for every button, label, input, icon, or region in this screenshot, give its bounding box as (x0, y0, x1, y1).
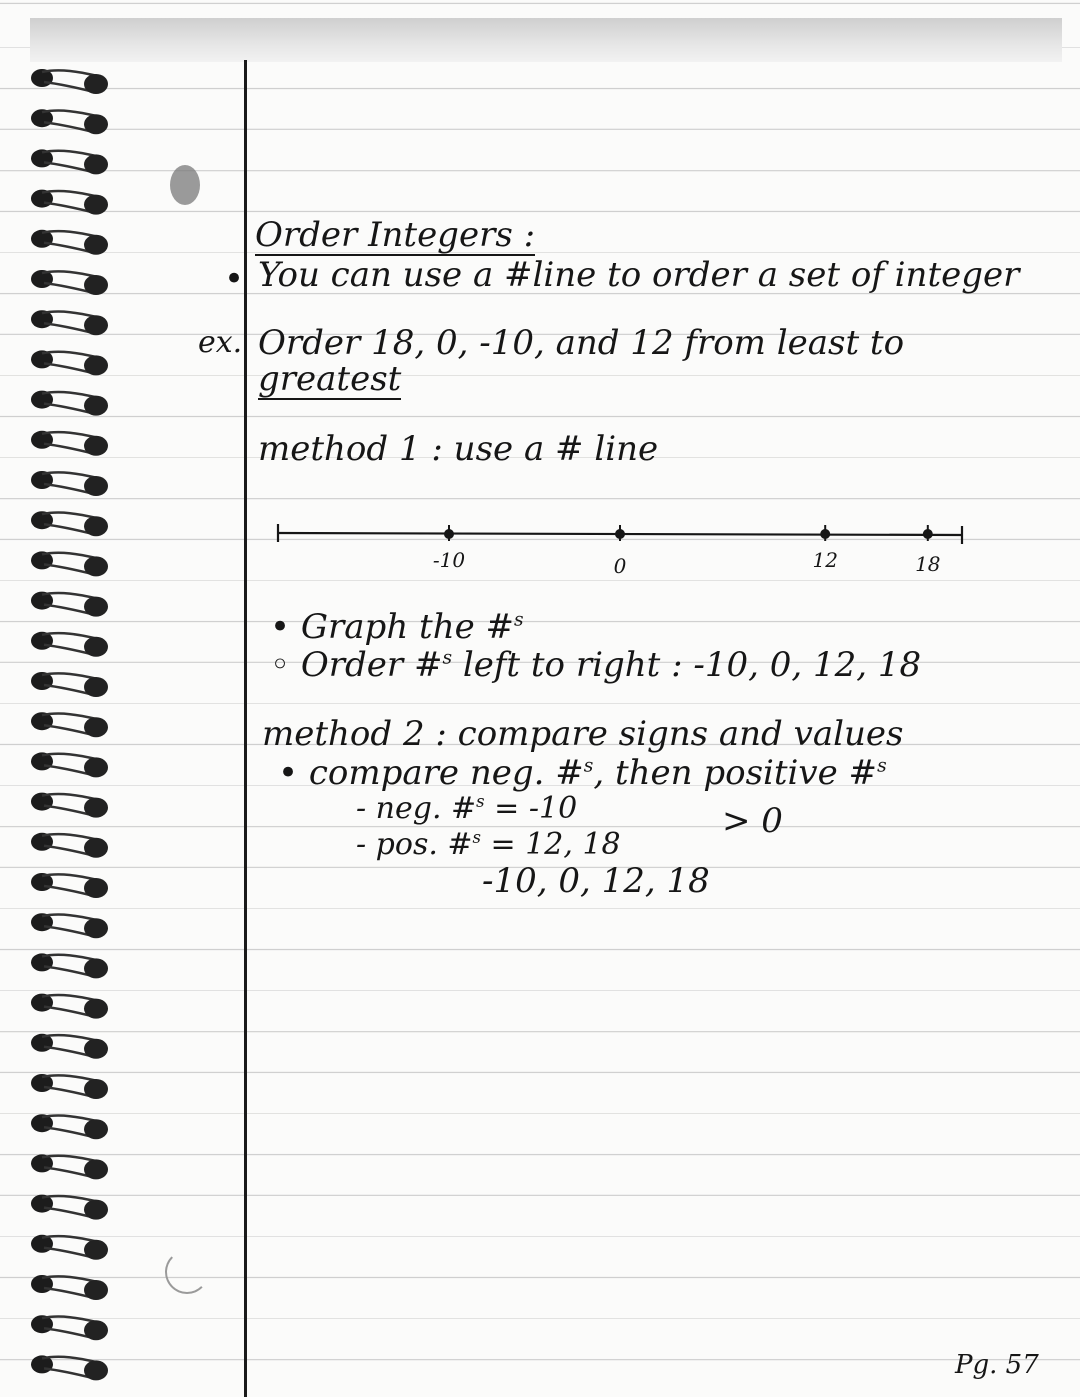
spiral-coil (31, 551, 108, 576)
spiral-coil (31, 793, 108, 818)
example-label: ex. (198, 325, 243, 360)
number-line-point (820, 529, 830, 539)
spiral-coil (31, 431, 108, 456)
spiral-binding (0, 40, 130, 1397)
ring-mark (165, 1250, 209, 1294)
spiral-coil (31, 953, 108, 978)
spiral-coil (31, 1355, 108, 1380)
method-2-bullet-sup: s (583, 755, 594, 777)
number-line-point (444, 529, 454, 539)
number-line-point (923, 529, 933, 539)
margin-line (244, 60, 247, 1397)
spiral-coils (0, 40, 130, 1397)
spiral-coil (31, 310, 108, 335)
spiral-coil (31, 109, 108, 134)
spiral-coil (31, 1154, 108, 1179)
method-1-title: method 1 : use a # line (258, 429, 659, 469)
number-line-label: 12 (812, 548, 838, 572)
neg-sup: s (476, 792, 485, 811)
neg-pre: - neg. # (356, 791, 477, 826)
spiral-coil (31, 833, 108, 858)
method-2-bullet-sup-2: s (877, 755, 887, 777)
method-1-step-1: • Graph the #$^s$ (270, 607, 524, 647)
number-line (260, 505, 980, 595)
number-line-label: 0 (613, 554, 627, 578)
spiral-coil (31, 913, 108, 938)
spiral-coil (31, 1195, 108, 1220)
scan-edge (30, 18, 1062, 62)
pos-sup: s (472, 828, 482, 847)
method-2-bullet-pre: compare neg. # (308, 753, 584, 793)
spiral-coil (31, 69, 108, 94)
example-line-2: greatest (258, 359, 402, 399)
spiral-coil (31, 391, 108, 416)
neg-post: = -10 (484, 791, 578, 826)
bullet-marker: • (224, 259, 245, 299)
spiral-coil (31, 1235, 108, 1260)
bullet-statement: You can use a #line to order a set of integer (258, 255, 1020, 295)
spiral-coil (31, 471, 108, 496)
spiral-coil (31, 1074, 108, 1099)
spiral-coil (31, 873, 108, 898)
step-2-sup: s (442, 647, 453, 669)
method-1-step-2: ◦ Order #$^s$ left to right : -10, 0, 12, 18 (270, 645, 922, 685)
spiral-coil (31, 270, 108, 295)
step-1-text: Graph the # (300, 607, 515, 647)
zero-note: > 0 (722, 801, 783, 841)
step-1-sup: s (514, 609, 524, 631)
spiral-coil (31, 994, 108, 1019)
positive-numbers (356, 827, 621, 862)
method-2-bullet: • compare neg. #$^s$, then positive #$^s$ (278, 753, 887, 793)
page-number: Pg. 57 (955, 1350, 1039, 1380)
method-2-bullet-mid: , then positive # (593, 753, 878, 793)
spiral-coil (31, 350, 108, 375)
spiral-coil (31, 511, 108, 536)
spiral-coil (31, 1275, 108, 1300)
spiral-coil (31, 752, 108, 777)
negative-numbers (356, 791, 578, 826)
spiral-coil (31, 1315, 108, 1340)
number-line-label: 18 (915, 552, 941, 576)
spiral-coil (31, 712, 108, 737)
spiral-coil (31, 230, 108, 255)
number-line-label: -10 (432, 548, 466, 572)
spiral-coil (31, 1114, 108, 1139)
spiral-coil (31, 1034, 108, 1059)
pos-post: = 12, 18 (481, 827, 621, 862)
method-2-title: method 2 : compare signs and values (262, 714, 904, 754)
spiral-coil (31, 672, 108, 697)
example-line-1: Order 18, 0, -10, and 12 from least to (258, 323, 905, 363)
number-line-point (615, 529, 625, 539)
spiral-coil (31, 149, 108, 174)
spiral-coil (31, 592, 108, 617)
ordered-result: -10, 0, 12, 18 (482, 861, 710, 901)
pos-pre: - pos. # (356, 827, 473, 862)
smudge-mark (170, 165, 200, 205)
page-title: Order Integers : (255, 215, 536, 255)
step-2-post: left to right : -10, 0, 12, 18 (452, 645, 922, 685)
step-2-pre: Order # (300, 645, 443, 685)
spiral-coil (31, 632, 108, 657)
spiral-coil (31, 190, 108, 215)
